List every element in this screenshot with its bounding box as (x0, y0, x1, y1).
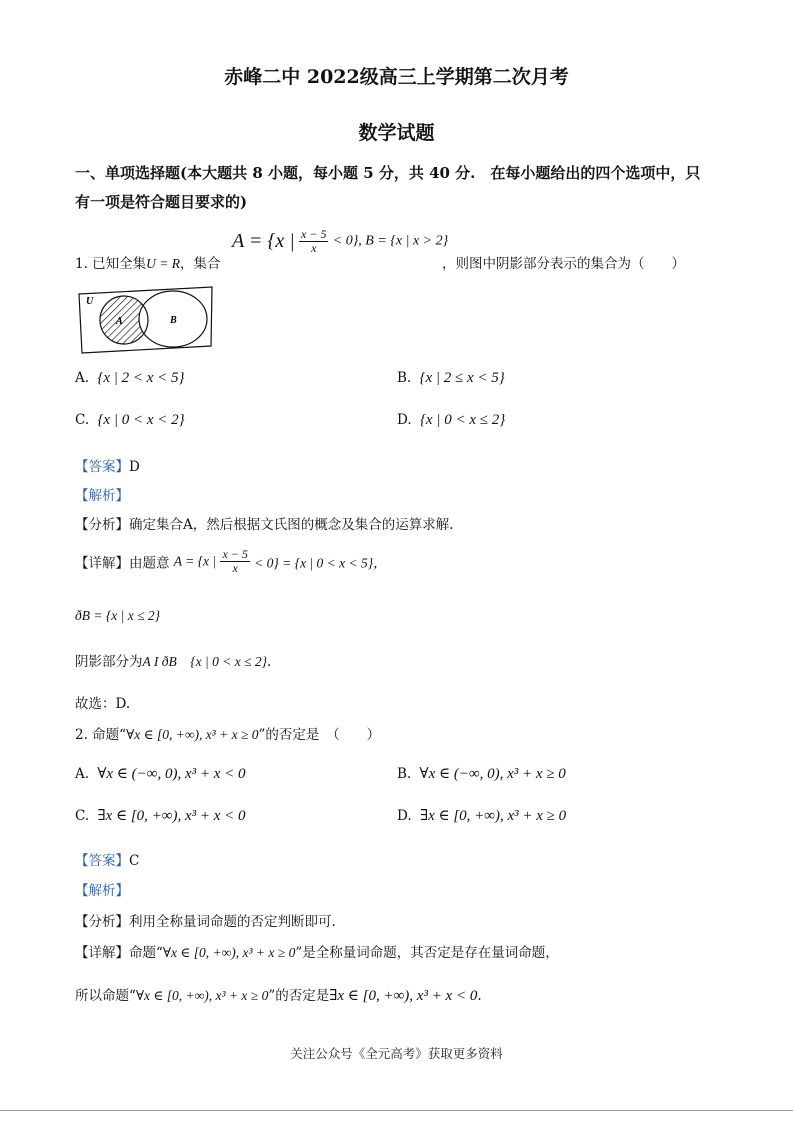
q1-answer-value: D (129, 459, 140, 475)
q1-detail-set-prefix: A = {x | (173, 553, 217, 569)
q1-set-a-suffix: < 0}, B = {x | x > 2} (332, 233, 449, 249)
q1-detail-fraction (220, 548, 249, 575)
q2-detail (75, 941, 559, 961)
q1-stem-mid: ，集合 (180, 256, 221, 272)
exam-subtitle: 数学试题 (358, 122, 435, 144)
q1-option-b-label: B. (397, 370, 412, 386)
q2-fenxi (75, 910, 336, 930)
q2-stem-end: ”的否定是 （ ） (258, 727, 381, 743)
q2-answer-value: C (129, 853, 140, 869)
q2-option-b[interactable] (397, 764, 566, 783)
q1-answer (75, 455, 140, 475)
q1-set-a-denominator: x (311, 241, 317, 255)
q1-fenxi (75, 513, 454, 533)
q2-option-d[interactable] (397, 806, 566, 825)
q2-conclusion-math2: ∃x ∈ [0, +∞), x³ + x < 0 (329, 988, 478, 1004)
q1-complement-line (75, 608, 160, 624)
q2-detail-tag: 【详解】 (75, 945, 129, 961)
q2-detail-math: ∀x ∈ [0, +∞), x³ + x ≥ 0 (162, 945, 296, 960)
q2-option-c-label: C. (75, 808, 90, 824)
q2-conclusion (75, 984, 482, 1005)
q2-stem-math: ∀x ∈ [0, +∞), x³ + x ≥ 0 (126, 727, 259, 742)
q1-stem-start: 1. 已知全集 (75, 256, 147, 272)
q2-conclusion-mid: ”的否定是 (268, 988, 330, 1004)
q1-option-d-label: D. (397, 412, 412, 428)
q2-option-d-label: D. (397, 808, 412, 824)
section-heading-line2: 有一项是符合题目要求的) (75, 193, 248, 211)
q1-detail-start: 由题意 (129, 555, 170, 572)
q1-option-a[interactable] (75, 370, 185, 387)
q2-fenxi-text: 利用全称量词命题的否定判断即可. (129, 914, 336, 930)
exam-title: 赤峰二中 2022级高三上学期第二次月考 (224, 66, 569, 88)
q2-detail-start: 命题“ (129, 945, 163, 961)
venn-label-a: A (116, 316, 123, 327)
q1-stem (75, 252, 221, 272)
q1-shadow-math: A I ð (142, 654, 169, 669)
page-bottom-rule (0, 1110, 793, 1111)
q1-shadow-line (75, 650, 271, 670)
q1-universal-set: U = R (146, 256, 181, 271)
q1-choose: 故选：D. (75, 696, 131, 712)
q2-conclusion-end: . (477, 988, 482, 1004)
venn-shaded-region (76, 284, 216, 356)
q1-detail-set-suffix: < 0} = {x | 0 < x < 5}， (254, 555, 387, 571)
q2-option-b-label: B. (397, 766, 412, 782)
q2-option-b-text: ∀x ∈ (−∞, 0), x³ + x ≥ 0 (419, 766, 566, 782)
q1-option-c-text: {x | 0 < x < 2} (97, 412, 185, 428)
q1-fenxi-text: 确定集合A，然后根据文氏图的概念及集合的运算求解. (129, 517, 454, 533)
q1-shadow-start: 阴影部分为 (75, 654, 143, 670)
q1-detail-tag: 【详解】 (75, 555, 129, 572)
q2-option-a[interactable] (75, 764, 246, 783)
q2-option-c-text: ∃x ∈ [0, +∞), x³ + x < 0 (97, 808, 246, 824)
venn-label-b: B (170, 315, 177, 326)
q1-analysis-tag: 【解析】 (75, 488, 129, 504)
q2-answer (75, 849, 139, 869)
q1-option-b[interactable] (397, 370, 505, 387)
q1-venn-diagram (76, 284, 216, 356)
q1-option-a-text: {x | 2 < x < 5} (97, 370, 185, 386)
q1-detail-denominator: x (232, 561, 238, 575)
q2-stem-start: 2. 命题“ (75, 727, 127, 743)
q2-analysis-tag: 【解析】 (75, 883, 129, 899)
q1-option-b-text: {x | 2 ≤ x < 5} (419, 370, 505, 386)
q1-complement-symbol: ð (75, 608, 82, 623)
q1-option-c[interactable] (75, 412, 185, 429)
q2-detail-end: ”是全称量词命题，其否定是存在量词命题， (295, 945, 559, 961)
q1-stem-end: ，则图中阴影部分表示的集合为（ ） (442, 256, 685, 272)
q1-detail-numerator: x − 5 (222, 547, 248, 561)
q2-conclusion-start: 所以命题“ (75, 988, 136, 1004)
q1-answer-tag: 【答案】 (75, 459, 129, 475)
venn-label-u: U (86, 296, 94, 307)
q2-answer-tag: 【答案】 (75, 853, 129, 869)
q1-option-d-text: {x | 0 < x ≤ 2} (419, 412, 506, 428)
q1-shadow-end: . (267, 654, 272, 670)
q1-option-c-label: C. (75, 412, 90, 428)
q2-fenxi-tag: 【分析】 (75, 914, 129, 930)
q2-stem (75, 723, 380, 743)
q2-option-a-text: ∀x ∈ (−∞, 0), x³ + x < 0 (97, 766, 246, 782)
page-footer: 关注公众号《全元高考》获取更多资料 (290, 1046, 503, 1061)
q2-option-c[interactable] (75, 806, 246, 825)
q1-set-a-numerator: x − 5 (301, 227, 327, 241)
q1-set-a-fraction (299, 228, 328, 255)
q1-set-expression (232, 228, 448, 255)
section-heading-line1: 一、单项选择题(本大题共 8 小题，每小题 5 分，共 40 分. 在每小题给出的四个选项中，只 (75, 164, 701, 182)
q1-option-d[interactable] (397, 412, 505, 429)
q1-option-a-label: A. (75, 370, 90, 386)
q2-conclusion-math: ∀x ∈ [0, +∞), x³ + x ≥ 0 (135, 988, 269, 1003)
q2-option-a-label: A. (75, 766, 90, 782)
q1-shadow-math-b: B {x | 0 < x ≤ 2} (168, 654, 268, 669)
q1-set-a-prefix: A = {x | (232, 230, 295, 252)
q1-detail (75, 548, 387, 575)
q1-complement-set: B = {x | x ≤ 2} (81, 608, 161, 623)
q2-option-d-text: ∃x ∈ [0, +∞), x³ + x ≥ 0 (419, 808, 567, 824)
q1-fenxi-tag: 【分析】 (75, 517, 129, 533)
